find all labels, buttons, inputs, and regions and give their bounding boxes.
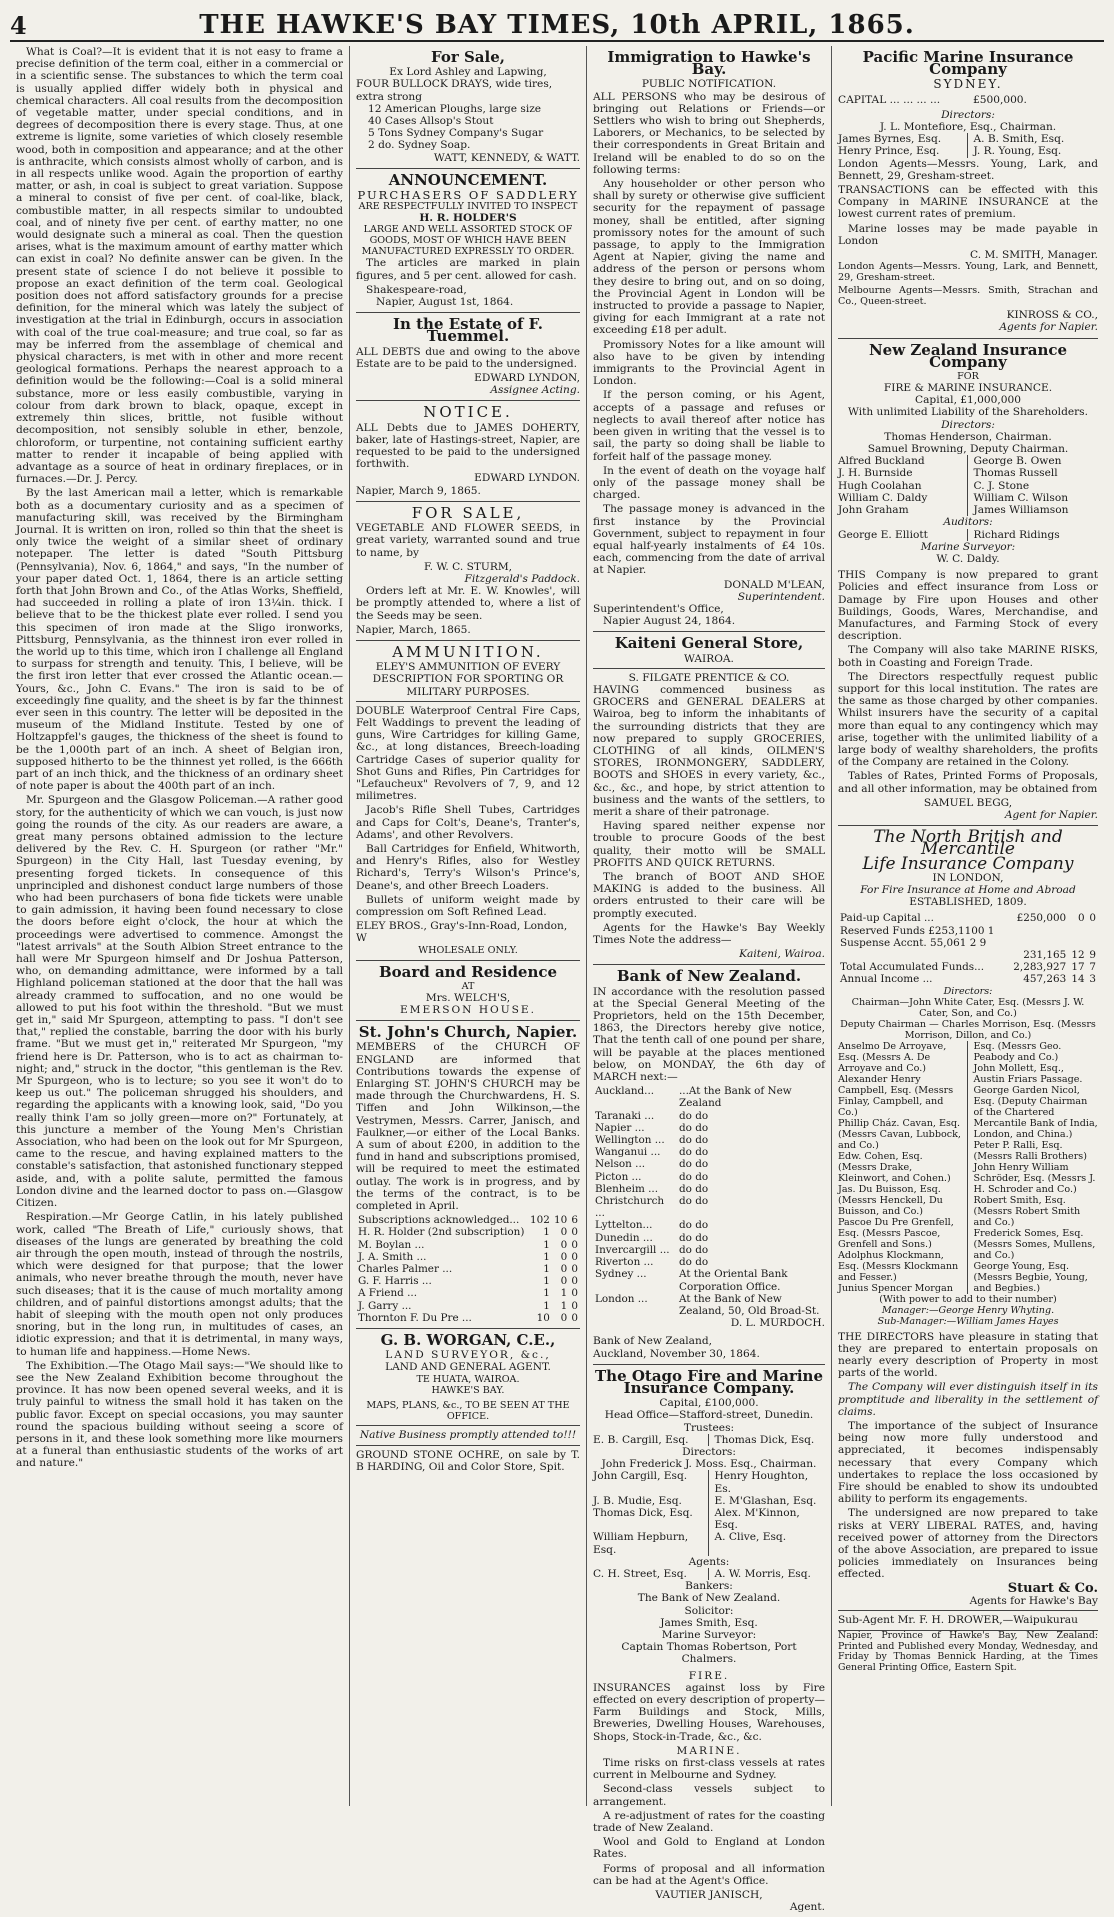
ad-estate-tuemmel: In the Estate of F. Tuemmel. ALL DEBTS due and owing to the above Estate are to be paid to the undersigned. EDWARD LYNDON, Assignee Acting. [356,313,580,401]
column-1 [10,46,350,1806]
ad-otago-fire-marine: The Otago Fire and Marine Insurance Company. Capital, £100,000. Head Office—Stafford-street, Dunedin. Trustees: E. B. Cargill, Esq. Thomas Dick, Esq. Directors: John Frederick J. Moss. Esq., Chairman. John Cargill, Esq. Henry Houghton, Es. J. B. Mudie, Esq. E. M'Glashan, Esq. Thomas Dick, Esq. Alex. M'Kinnon, Esq. William Hepburn, Esq. A. Clive, Esq. Agents: C. H. Street, Esq. A. W. Morris, Esq. Bankers: The Bank of New Zealand. Solicitor: James Smith, Esq. Marine Surveyor: Captain Thomas Robertson, Port Chalmers. FIRE. INSURANCES against loss by Fire effected on every description of property—Farm Buildings and Stock, Mills, Breweries, Dwelling Houses, Warehouses, Shops, Stock-in-Trade, &c., &c. MARINE. Time risks on first-class vessels at rates current in Melbourne and Sydney. Second-class vessels subject to arrangement. A re-adjustment of rates for the coasting trade of New Zealand. Wool and Gold to England at London Rates. Forms of proposal and all information can be had at the Agent's Office. VAUTIER JANISCH, Agent. [593,1366,825,1914]
column-3 [587,46,832,1914]
bnz-place-row: Dunedin ... do do [595,1231,709,1244]
bnz-place-row: Christchurch ... do do [595,1195,709,1220]
financial-row: Paid-up Capital ... £250,000 0 0 [840,912,1096,925]
ad-bank-of-new-zealand: Bank of New Zealand. IN accordance with the resolution passed at the Special General Meeting of the Proprietors, held on the 15th December, 1863, the Directors hereby give notice, That the tenth call of one pound per share, will be payable at the places mentioned below, on MONDAY, the 6th day of MARCH next:— Auckland... ...At the Bank of New Zealand Taranaki ... do do Napier ... do do Wellington ... do do Wanganui ... do do Nelson ... do do Picton ... do do Blenheim ... do do Christchurch ... do do Lyttelton... do do Dunedin ... do do Invercargill ... do do Riverton ... do do Sydney ... At the Oriental Bank Corporation Office. London ... At the Bank of New Zealand, 50, Old Broad-St. D. L. MURDOCH. Bank of New Zealand, Auckland, November 30, 1864. [593,965,825,1364]
ad-announcement-saddlery: ANNOUNCEMENT. PURCHASERS OF SADDLERY ARE RESPECTFULLY INVITED TO INSPECT H. R. HOLDER'S LARGE AND WELL ASSORTED STOCK OF GOODS, MOST OF WHICH HAVE BEEN MANUFACTURED EXPRESSLY TO ORDER. The articles are marked in plain figures, and 5 per cent. allowed for cash. Shakespeare-road, Napier, August 1st, 1864. [356,169,580,313]
ad-kaiteni-store: Kaiteni General Store, WAIROA. S. FILGATE PRENTICE & CO. HAVING commenced business as GROCERS and GENERAL DEALERS at Wairoa, beg to inform the inhabitants of the surrounding districts that they are now prepared to supply GROCERIES, CLOTHING of all kinds, OILMEN'S STORES, IRONMONGERY, SADDLERY, BOOTS and SHOES in every variety, &c., &c., &c., and hope, by strict attention to business and the wants of the settlers, to merit a share of their patronage. Having spared neither expense nor trouble to procure Goods of the best quality, their motto will be SMALL PROFITS AND QUICK RETURNS. The branch of BOOT AND SHOE MAKING is added to the business. All orders entrusted to their care will be promptly executed. Agents for the Hawke's Bay Weekly Times Note the address— Kaiteni, Wairoa. [593,632,825,965]
subscription-row: Subscriptions acknowledged... 102 10 6 [358,1214,578,1227]
financial-row: Suspense Accnt. 55,061 2 9 [840,936,987,949]
bnz-place-row: Riverton ... do do [595,1256,709,1269]
director-entry: Edw. Cohen, Esq. (Messrs Drake, Kleinwort, and Cohen.) [838,1150,951,1184]
ad-north-british-mercantile: The North British and Mercantile Life Insurance Company IN LONDON, For Fire Insurance at Home and Abroad ESTABLISHED, 1809. Paid-up Capital ... £250,000 0 0 Reserved Funds £253,1100 1 Suspense Accnt. 55,061 2 9 231,165 12 9 Total Accumulated Funds... 2,283,927 17 7 Annual Income ... 457,263 14 3 Directors: Chairman—John White Cater, Esq. (Messrs J. W. Cater, Son, and Co.) Deputy Chairman — Charles Morrison, Esq. (Messrs Morrison, Dillon, and Co.) Anselmo De Arroyave, Esq. (Messrs A. De Arroyave and Co.) Alexander Henry Campbell, Esq. (Messrs Finlay, Campbell, and Co.) Phillip Cház. Cavan, Esq. (Messrs Cavan, Lubbock, and Co.) Edw. Cohen, Esq. (Messrs Drake, Kleinwort, and Cohen.) Jas. Du Buisson, Esq. (Messrs Henckell, Du Buisson, and Co.) Pascoe Du Pre Grenfell, Esq. (Messrs Pascoe, Grenfell and Sons.) Adolphus Klockmann, Esq. (Messrs Klockmann and Fesser.) Junius Spencer Morgan Esq. (Messrs Geo. Peabody and Co.) John Mollett, Esq., Austin Friars Passage. George Garden Nicol, Esq. (Deputy Chairman of the Chartered Mercantile Bank of India, London, and China.) Peter P. Ralli, Esq. (Messrs Ralli Brothers) John Henry William Schröder, Esq. (Messrs J. H. Schroder and Co.) Robert Smith, Esq. (Messrs Robert Smith and Co.) Frederick Somes, Esq. (Messrs Somes, Mullens, and Co.) George Young, Esq. (Messrs Begbie, Young, and Begbies.) (With power to add to their number) Manager:—George Henry Whyting. Sub-Manager:—William James Hayes THE DIRECTORS have pleasure in stating that they are prepared to entertain proposals on nearly every description of Property in most parts of the world. The Company will ever distinguish itself in its promptitude and liberality in the settlement of claims. The importance of the subject of Insurance being now more fully understood and appreciated, it becomes indispensably necessary that every Company which undertakes to replace the loss occasioned by Fire should be enabled to show its undoubted ability to perform its engagements. The undersigned are now prepared to take risks at VERY LIBERAL RATES, and, having received power of attorney from the Directors of the above Association, are prepared to issue policies immediately on Insurances being effected. Stuart & Co. Agents for Hawke's Bay Sub-Agent Mr. F. H. DROWER,—Waipukurau [838,826,1098,1631]
bnz-place-row: Invercargill ... do do [595,1243,709,1256]
nbm-financials-table [838,912,1098,985]
ad-notice-doherty: NOTICE. ALL Debts due to JAMES DOHERTY, baker, late of Hastings-street, Napier, are requested to be paid to the undersigned forthwith. EDWARD LYNDON. Napier, March 9, 1865. [356,401,580,501]
subscription-row: G. F. Harris ... 1 0 0 [358,1275,578,1288]
subscription-row: H. R. Holder (2nd subscription) 1 0 0 [358,1226,578,1239]
bnz-place-row: Wanganui ... do do [595,1146,709,1159]
column-2 [350,46,587,1806]
financial-row: 231,165 12 9 [1023,949,1096,961]
ad-st-johns-church: St. John's Church, Napier. MEMBERS of the CHURCH OF ENGLAND are informed that Contributions towards the expense of Enlarging ST. JOHN'S CHURCH may be made through the Churchwardens, H. S. Tiffen and John Wilkinson,—the Vestrymen, Messrs. Carrer, Janisch, and Faulkner,—or either of the Local Banks. A sum of about £200, in addition to the fund in hand and subscriptions promised, will be required to meet the estimated outlay. The work is in progress, and by the terms of the contract, is to be completed in April. Subscriptions acknowledged... 102 10 6 H. R. Holder (2nd subscription) 1 0 0 M. Boylan ... 1 0 0 J. A. Smith ... 1 0 0 Charles Palmer ... 1 0 0 G. F. Harris ... 1 0 0 A Friend ... 1 1 0 J. Garry ... 1 1 0 Thornton F. Du Pre ... 10 0 0 [356,1021,580,1329]
director-entry: Frederick Somes, Esq. (Messrs Somes, Mullens, and Co.) [973,1227,1096,1261]
ad-ammunition: AMMUNITION. ELEY'S AMMUNITION OF EVERY DESCRIPTION FOR SPORTING OR MILITARY PURPOSES. DOUBLE Waterproof Central Fire Caps, Felt Waddings to prevent the leading of guns, Wire Cartridges for killing Game, &c., at long distances, Breech-loading Cartridge Cases of superior quality for Shot Guns and Rifles, Pin Cartridges for "Lefaucheux" Revolvers of 7, 9, and 12 milimetres. Jacob's Rifle Shell Tubes, Cartridges and Caps for Colt's, Deane's, Tranter's, Adams', and other Revolvers. Ball Cartridges for Enfield, Whitworth, and Henry's Rifles, also for Westley Richard's, Terry's Wilson's Prince's, Deane's, and other Breech Loaders. Bullets of uniform weight made by compression om Soft Refined Lead. ELEY BROS., Gray's-Inn-Road, London, W WHOLESALE ONLY. [356,641,580,961]
bnz-place-row: Nelson ... do do [595,1158,709,1171]
director-entry: Junius Spencer Morgan [838,1282,953,1294]
bnz-place-row: Blenheim ... do do [595,1182,709,1195]
director-entry: Robert Smith, Esq. (Messrs Robert Smith and Co.) [973,1194,1081,1228]
director-entry: George Young, Esq. (Messrs Begbie, Young, and Begbies.) [973,1260,1088,1294]
director-entry: George Garden Nicol, Esq. (Deputy Chairman of the Chartered Mercantile Bank of India, London, and China.) [973,1084,1098,1140]
article-respiration: Respiration.—Mr George Catlin, in his lately published work, called "The Breath of Life," curiously shows, that diseases of the lungs are generated by breathing the cold air through the open mouth, instead of through the nostrils, which were designed for that purpose; that the lower animals, who never breathe through the mouth, never have such diseases; that it is the cause of much mortality among children, and of painful distortions amongst adults; that the habit of sleeping with the mouth open not only produces snoring, but in the long run, in multitudes of cases, an idiotic expression; and that it is detrimental, in many ways, to human life and happiness.—Home News. [16,1211,343,1358]
director-entry: Adolphus Klockmann, Esq. (Messrs Klockmann and Fesser.) [838,1249,959,1283]
ad-worgan-surveyor: G. B. WORGAN, C.E., LAND SURVEYOR, &c., LAND AND GENERAL AGENT. TE HUATA, WAIROA. HAWKE'S BAY. MAPS, PLANS, &c., TO BE SEEN AT THE OFFICE. Native Business promptly attended to!!! [356,1329,580,1446]
bnz-place-row: Taranaki ... do do [595,1109,709,1122]
director-entry: John Henry William Schröder, Esq. (Messrs J. H. Schroder and Co.) [973,1161,1096,1195]
director-entry: Jas. Du Buisson, Esq. (Messrs Henckell, Du Buisson, and Co.) [838,1183,943,1217]
bnz-place-row: Auckland... ...At the Bank of New Zealand [595,1085,792,1110]
bnz-place-row: Wellington ... do do [595,1134,709,1147]
director-entry: Phillip Cház. Cavan, Esq. (Messrs Cavan, Lubbock, and Co.) [838,1117,961,1151]
subscription-row: M. Boylan ... 1 0 0 [358,1238,578,1251]
newspaper-title: THE HAWKE'S BAY TIMES, 10th APRIL, 1865. [199,10,915,40]
subscription-row: Charles Palmer ... 1 0 0 [358,1263,578,1276]
article-iron-letter: By the last American mail a letter, which is remarkable both as a documentary curiosity and as a specimen of manufacturing skill, was received by the Birmingham Journal. It is written on iron, rolled so thin that the sheet is only twice the weight of a similar sheet of ordinary notepaper. The letter is dated "South Pittsburg (Pennsylvania), Nov. 6, 1864," and says, "In the number of your paper dated Oct. 1, 1864, there is an article setting forth that John Brown and Co., of the Atlas Works, Sheffield, had succeeded in rolling a plate of iron 13¼in. thick. I believe that to be the thickest plate ever rolled. I send you this specimen of iron made at the Sligo ironworks, Pittsburg, Pennsylvania, as the thinnest iron ever rolled in the world up to this time, which iron I challenge all England to surpass for strength and tenuity. This, I believe, will be the first iron letter that ever crossed the Atlantic ocean.—Yours, &c., John C. Evans." The iron is said to be of exceedingly fine quality, and the sheet is by far the thinnest ever seen in this country. The letter will be deposited in the museum of the Midland Institute. Tested by one of Holtzappfel's gauges, the thickness of the sheet is found to be the 1,000th part of an inch. A sheet of Belgian iron, supposed hitherto to be the thinnest yet rolled, is the 666th part of an inch thick, and the thickness of an ordinary sheet of note paper is about the 400th part of an inch. [16,487,343,793]
director-entry: Pascoe Du Pre Grenfell, Esq. (Messrs Pascoe, Grenfell and Sons.) [838,1216,954,1250]
director-entry: John Mollett, Esq., Austin Friars Passage. [973,1062,1083,1085]
financial-row: Annual Income ... 457,263 14 3 [840,973,1096,986]
bnz-place-row: Lyttelton... do do [595,1219,709,1232]
subscription-row: J. Garry ... 1 1 0 [358,1299,578,1312]
financial-row: Reserved Funds £253,1100 1 [840,924,995,937]
ad-immigration: Immigration to Hawke's Bay. PUBLIC NOTIFICATION. ALL PERSONS who may be desirous of bringing out Relations or Friends—or Settlers who wish to bring out Shepherds, Laborers, or Mechanics, to be selected by their correspondents in Great Britain and Ireland will be enabled to do so on the following terms: Any householder or other person who shall by surety or otherwise give sufficient security for the repayment of passage money, shall be entitled, after signing promissory notes for the amount of such passage, to apply to the Immigration Agent at Napier, giving the name and address of the person or persons whom they desire to bring out, and on so doing, the Provincial Agent in London will be instructed to provide a passage to Napier, giving for each Immigrant at a rate not exceeding £18 per adult. Promissory Notes for a like amount will also have to be given by intending immigrants to the Provincial Agent in London. If the person coming, or his Agent, accepts of a passage and refuses or neglects to avail thereof after notice has been given in writing that the vessel is to sail, the party so doing shall be liable to forfeit half of the passage money. In the event of death on the voyage half only of the passage money shall be charged. The passage money is advanced in the first instance by the Provincial Government, subject to repayment in four equal half-yearly instalments of £4 10s. each, commencing from the date of arrival at Napier. DONALD M'LEAN, Superintendent. Superintendent's Office, Napier August 24, 1864. [593,46,825,632]
ad-board-residence: Board and Residence AT Mrs. WELCH'S, EMERSON HOUSE. [356,961,580,1022]
bnz-place-row: Picton ... do do [595,1170,709,1183]
column-4 [832,46,1104,1806]
subscriptions-table [356,1214,580,1324]
director-entry: Peter P. Ralli, Esq. (Messrs Ralli Brothers) [973,1139,1087,1162]
article-what-is-coal: What is Coal?—It is evident that it is not easy to frame a precise definition of the term coal, either in a commercial or in a scientific sense. The substances to which the term coal is usually applied differ widely both in physical and chemical characters. All coal results from the decomposition of vegetable matter, under special conditions, and in degrees of decomposition there is every stage. Thus, at one extreme is lignite, some varieties of which closely resemble wood, both in composition and appearance; and at the other is anthracite, which consists almost wholly of carbon, and is in all respects unlike wood. Again the proportion of earthy matter, or ash, in coal is subject to great variation. Suppose a mineral to consist of five per cent. of coal-like, black, combustible matter, in all respects similar to undoubted coal, and of ninety five per cent. of earthy matter, no one would designate such a mineral as coal. Then the question arises, what is the maximum amount of earthy matter which can exist in coal? No definite answer can be given. In the present state of science I do not believe it possible to propose an exact definition of the term coal. Geological position does not afford satisfactory grounds for a precise definition, for the mineral which was lately the subject of investigation at the trial in Edinburgh, occurs in association with coal of the true coal-measure; and true coal, so far as may be inferred from the assemblage of chemical and physical characters, is met with in other and more recent geological formations. Perhaps the nearest approach to a definition would be the following:—Coal is a solid mineral substance, more or less easily combustible, varying in colour from dark brown to black, opaque, except in extremely thin slices, brittle, not fusible without decomposition, not sensibly soluble in ether, benzole, chloroform, or turpentine, not containing sufficient earthy matter to render it incapable of being applied with advantage as a source of heat in ordinary fireplaces, or in furnaces.—Dr. J. Percy. [16,46,343,486]
ad-new-zealand-insurance: New Zealand Insurance Company FOR FIRE & MARINE INSURANCE. Capital, £1,000,000 With unlimited Liability of the Shareholders. Directors: Thomas Henderson, Chairman. Samuel Browning, Deputy Chairman. Alfred Buckland George B. Owen J. H. Burnside Thomas Russell Hugh Coolahan C. J. Stone William C. Daldy William C. Wilson John Graham James Williamson Auditors: George E. Elliott Richard Ridings Marine Surveyor: W. C. Daldy. THIS Company is now prepared to grant Policies and effect insurance from Loss or Damage by Fire upon Houses and other Buildings, Goods, Wares, Merchandise, and Manufactures, and Farming Stock of every description. The Company will also take MARINE RISKS, both in Coasting and Foreign Trade. The Directors respectfully request public support for this local institution. The rates are the same as those charged by other companies. Whilst insurers have the security of a capital more than equal to any contingency which may arise, together with the unlimited liability of a large body of wealthy shareholders, the profits of the Company are retained in the Colony. Tables of Rates, Printed Forms of Proposals, and all other information, may be obtained from SAMUEL BEGG, Agent for Napier. [838,339,1098,827]
director-entry: Anselmo De Arroyave, Esq. (Messrs A. De Arroyave and Co.) [838,1040,947,1074]
subscription-row: A Friend ... 1 1 0 [358,1287,578,1300]
ad-stone-ochre: GROUND STONE OCHRE, on sale by T. B HARDING, Oil and Color Store, Spit. [356,1448,580,1474]
article-exhibition: The Exhibition.—The Otago Mail says:—"We should like to see the New Zealand Exhibition become throughout the province. It has now been opened several weeks, and it is truly painful to witness the small hold it has taken on the public favor. Except on special occasions, you may saunter round the spacious building without seeing a score of persons in it, and these look something more like mourners at a funeral than enthusiastic students of the works of art and nature." [16,1359,343,1470]
masthead [10,6,1104,42]
ad-for-sale-drays: For Sale, Ex Lord Ashley and Lapwing, FOUR BULLOCK DRAYS, wide tires, extra strong 12 American Ploughs, large size 40 Cases Allsop's Stout 5 Tons Sydney Company's Sugar 2 do. Sydney Soap. WATT, KENNEDY, & WATT. [356,46,580,169]
financial-row: Total Accumulated Funds... 2,283,927 17 7 [840,961,1096,974]
ad-pacific-marine: Pacific Marine Insurance Company SYDNEY. CAPITAL ... ... ... ... £500,000. Directors: J. L. Montefiore, Esq., Chairman. James Byrnes, Esq. A. B. Smith, Esq. Henry Prince, Esq. J. R. Young, Esq. London Agents—Messrs. Young, Lark, and Bennett, 29, Gresham-street. TRANSACTIONS can be effected with this Company in MARINE INSURANCE at the lowest current rates of premium. Marine losses may be made payable in London C. M. SMITH, Manager. London Agents—Messrs. Young, Lark, and Bennett, 29, Gresham-street. Melbourne Agents—Messrs. Smith, Strachan and Co., Queen-street. KINROSS & CO., Agents for Napier. [838,46,1098,339]
director-entry: Alexander Henry Campbell, Esq. (Messrs Finlay, Campbell, and Co.) [838,1073,954,1118]
page-number: 4 [10,11,27,40]
director-entry: Esq. (Messrs Geo. Peabody and Co.) [973,1040,1062,1063]
ad-seeds-sturm: FOR SALE, VEGETABLE AND FLOWER SEEDS, in great variety, warranted sound and true to name, by F. W. C. STURM, Fitzgerald's Paddock. Orders left at Mr. E. W. Knowles', will be promptly attended to, where a list of the Seeds may be seen. Napier, March, 1865. [356,502,580,641]
bnz-places-table [593,1085,825,1268]
ad-heading: For Sale, [431,48,505,66]
subscription-row: Thornton F. Du Pre ... 10 0 0 [358,1311,578,1324]
bnz-place-row: Napier ... do do [595,1121,709,1134]
article-spurgeon: Mr. Spurgeon and the Glasgow Policeman.—A rather good story, for the authenticity of which we can vouch, is just now going the rounds of the city. As our readers are aware, a great many persons obtained admission to the lecture delivered by the Rev. C. H. Spurgeon (or rather "Mr." Spurgeon) in the City Hall, last Tuesday evening, by presenting forged tickets. In consequence of this unprincipled and dishonest conduct large numbers of those who had been purchasers of bona fide tickets were unable to gain admission, it having been found necessary to close the doors before eight o'clock, the hour at which the proceedings were advertised to commence. Amongst the "latest arrivals" at the South Albion Street entrance to the hall were Mr Spurgeon himself and Dr Joshua Patterson, who, on demanding admittance, were informed by a tall Highland policeman stationed at the door that the hall was already crammed to suffocation, and no one would be allowed to put his foot within the threshold. "But we must get in," said Mr Spurgeon, attempting to pass. "I don't see that," replied the constable, barring the door with his burly frame. "But we must get in," reiterated Mr Spurgeon, "my friend here is Dr. Patterson, who is to act as chairman to-night; and," struck in the doctor, "this gentleman is the Rev. Mr Spurgeon, who is to lecture; so you see it won't do to keep us out." The policeman shrugged his shoulders, and regarding the applicants with a knowing look, said, "Do you really think I'am so jolly green—more on?" Fortunately, at this juncture a member of the Young Men's Christian Association, who had been on the look out for Mr Spurgeon, came to the rescue, and having explained matters to the constable's satisfaction, that astonished functionary stepped aside, and, with a polite salute, permitted the famous London divine and the learned doctor to pass on.—Glasgow Citizen. [16,794,343,1210]
subscription-row: J. A. Smith ... 1 0 0 [358,1250,578,1263]
imprint: Napier, Province of Hawke's Bay, New Zealand: Printed and Published every Monday, Wednesday, and Friday by Thomas Bennick Harding, at the Times General Printing Office, Eastern Spit. [838,1630,1098,1674]
